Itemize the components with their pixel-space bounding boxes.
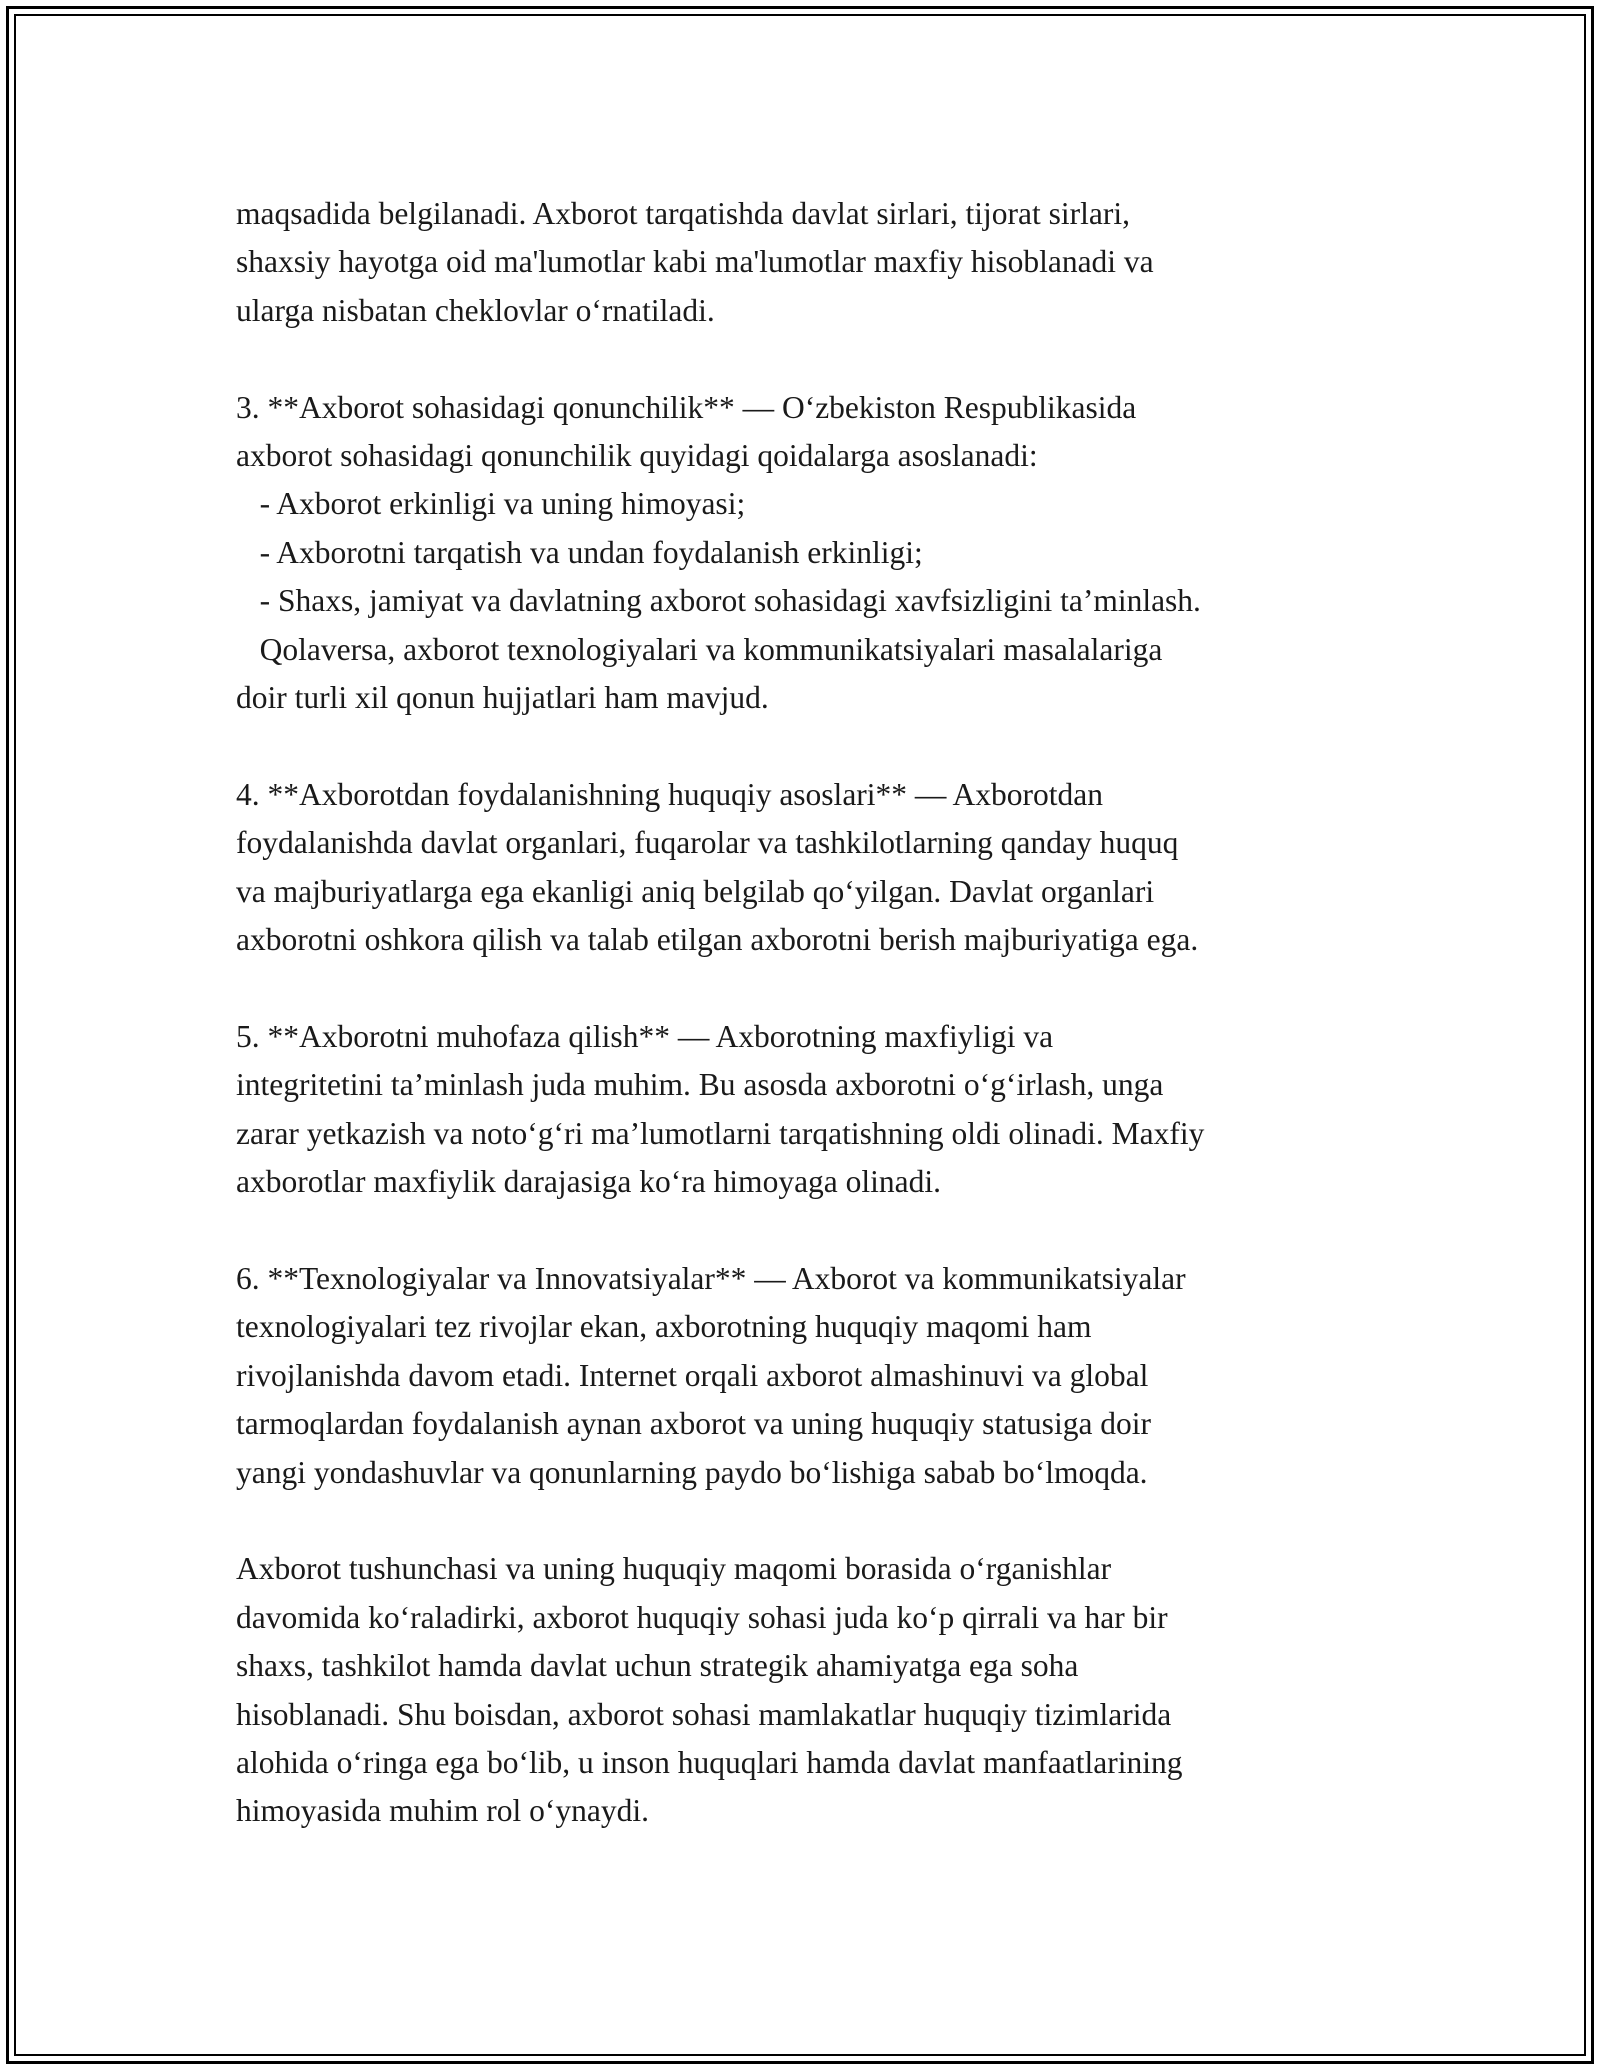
paragraph-intro-continuation xyxy=(236,190,1376,335)
text-line: zarar yetkazish va noto‘g‘ri ma’lumotlarni tarqatishning oldi olinadi. Maxfiy xyxy=(236,1115,1205,1151)
text-line: integritetini ta’minlash juda muhim. Bu asosda axborotni o‘g‘irlash, unga xyxy=(236,1067,1164,1103)
text-line: hisoblanadi. Shu boisdan, axborot sohasi mamlakatlar huquqiy tizimlarida xyxy=(236,1696,1172,1732)
list-item: - Axborotni tarqatish va undan foydalanish erkinligi; xyxy=(236,534,923,570)
text-line: shaxsiy hayotga oid ma'lumotlar kabi ma'lumotlar maxfiy hisoblanadi va xyxy=(236,244,1154,280)
text-line: tarmoqlardan foydalanish aynan axborot va uning huquqiy statusiga doir xyxy=(236,1406,1152,1442)
paragraph-conclusion xyxy=(236,1545,1376,1835)
text-line: maqsadida belgilanadi. Axborot tarqatishda davlat sirlari, tijorat sirlari, xyxy=(236,196,1130,231)
text-line: himoyasida muhim rol o‘ynaydi. xyxy=(236,1793,649,1829)
paragraph-section-5 xyxy=(236,1013,1376,1207)
text-line: 5. **Axborotni muhofaza qilish** — Axborotning maxfiyligi va xyxy=(236,1018,1054,1054)
text-line: doir turli xil qonun hujjatlari ham mavjud. xyxy=(236,680,769,716)
text-line: va majburiyatlarga ega ekanligi aniq belgilab qo‘yilgan. Davlat organlari xyxy=(236,873,1155,909)
text-line: 4. **Axborotdan foydalanishning huquqiy asoslari** — Axborotdan xyxy=(236,776,1104,812)
text-line: foydalanishda davlat organlari, fuqarolar va tashkilotlarning qanday huquq xyxy=(236,825,1179,861)
document-body xyxy=(236,190,1376,1884)
text-line: rivojlanishda davom etadi. Internet orqali axborot almashinuvi va global xyxy=(236,1357,1149,1393)
text-line: 6. **Texnologiyalar va Innovatsiyalar** — Axborot va kommunikatsiyalar xyxy=(236,1260,1186,1296)
text-line: yangi yondashuvlar va qonunlarning paydo bo‘lishiga sabab bo‘lmoqda. xyxy=(236,1454,1148,1490)
text-line: Axborot tushunchasi va uning huquqiy maqomi borasida o‘rganishlar xyxy=(236,1551,1112,1587)
text-line: 3. **Axborot sohasidagi qonunchilik** — O‘zbekiston Respublikasida xyxy=(236,389,1137,425)
text-line: alohida o‘ringa ega bo‘lib, u inson huquqlari hamda davlat manfaatlarining xyxy=(236,1744,1183,1780)
text-line: axborotni oshkora qilish va talab etilgan axborotni berish majburiyatiga ega. xyxy=(236,922,1199,958)
paragraph-section-4 xyxy=(236,771,1376,965)
text-line: texnologiyalari tez rivojlar ekan, axborotning huquqiy maqomi ham xyxy=(236,1309,1092,1345)
text-line: davomida ko‘raladirki, axborot huquqiy sohasi juda ko‘p qirrali va har bir xyxy=(236,1599,1168,1635)
text-line: axborot sohasidagi qonunchilik quyidagi qoidalarga asoslanadi: xyxy=(236,438,1038,474)
paragraph-section-6 xyxy=(236,1255,1376,1497)
text-line: axborotlar maxfiylik darajasiga ko‘ra himoyaga olinadi. xyxy=(236,1164,942,1200)
text-line: ularga nisbatan cheklovlar o‘rnatiladi. xyxy=(236,292,715,328)
paragraph-section-3 xyxy=(236,384,1376,723)
list-item: - Axborot erkinligi va uning himoyasi; xyxy=(236,486,746,522)
text-line: shaxs, tashkilot hamda davlat uchun strategik ahamiyatga ega soha xyxy=(236,1648,1079,1684)
text-line: Qolaversa, axborot texnologiyalari va kommunikatsiyalari masalalariga xyxy=(236,631,1163,667)
list-item: - Shaxs, jamiyat va davlatning axborot sohasidagi xavfsizligini ta’minlash. xyxy=(236,583,1201,619)
